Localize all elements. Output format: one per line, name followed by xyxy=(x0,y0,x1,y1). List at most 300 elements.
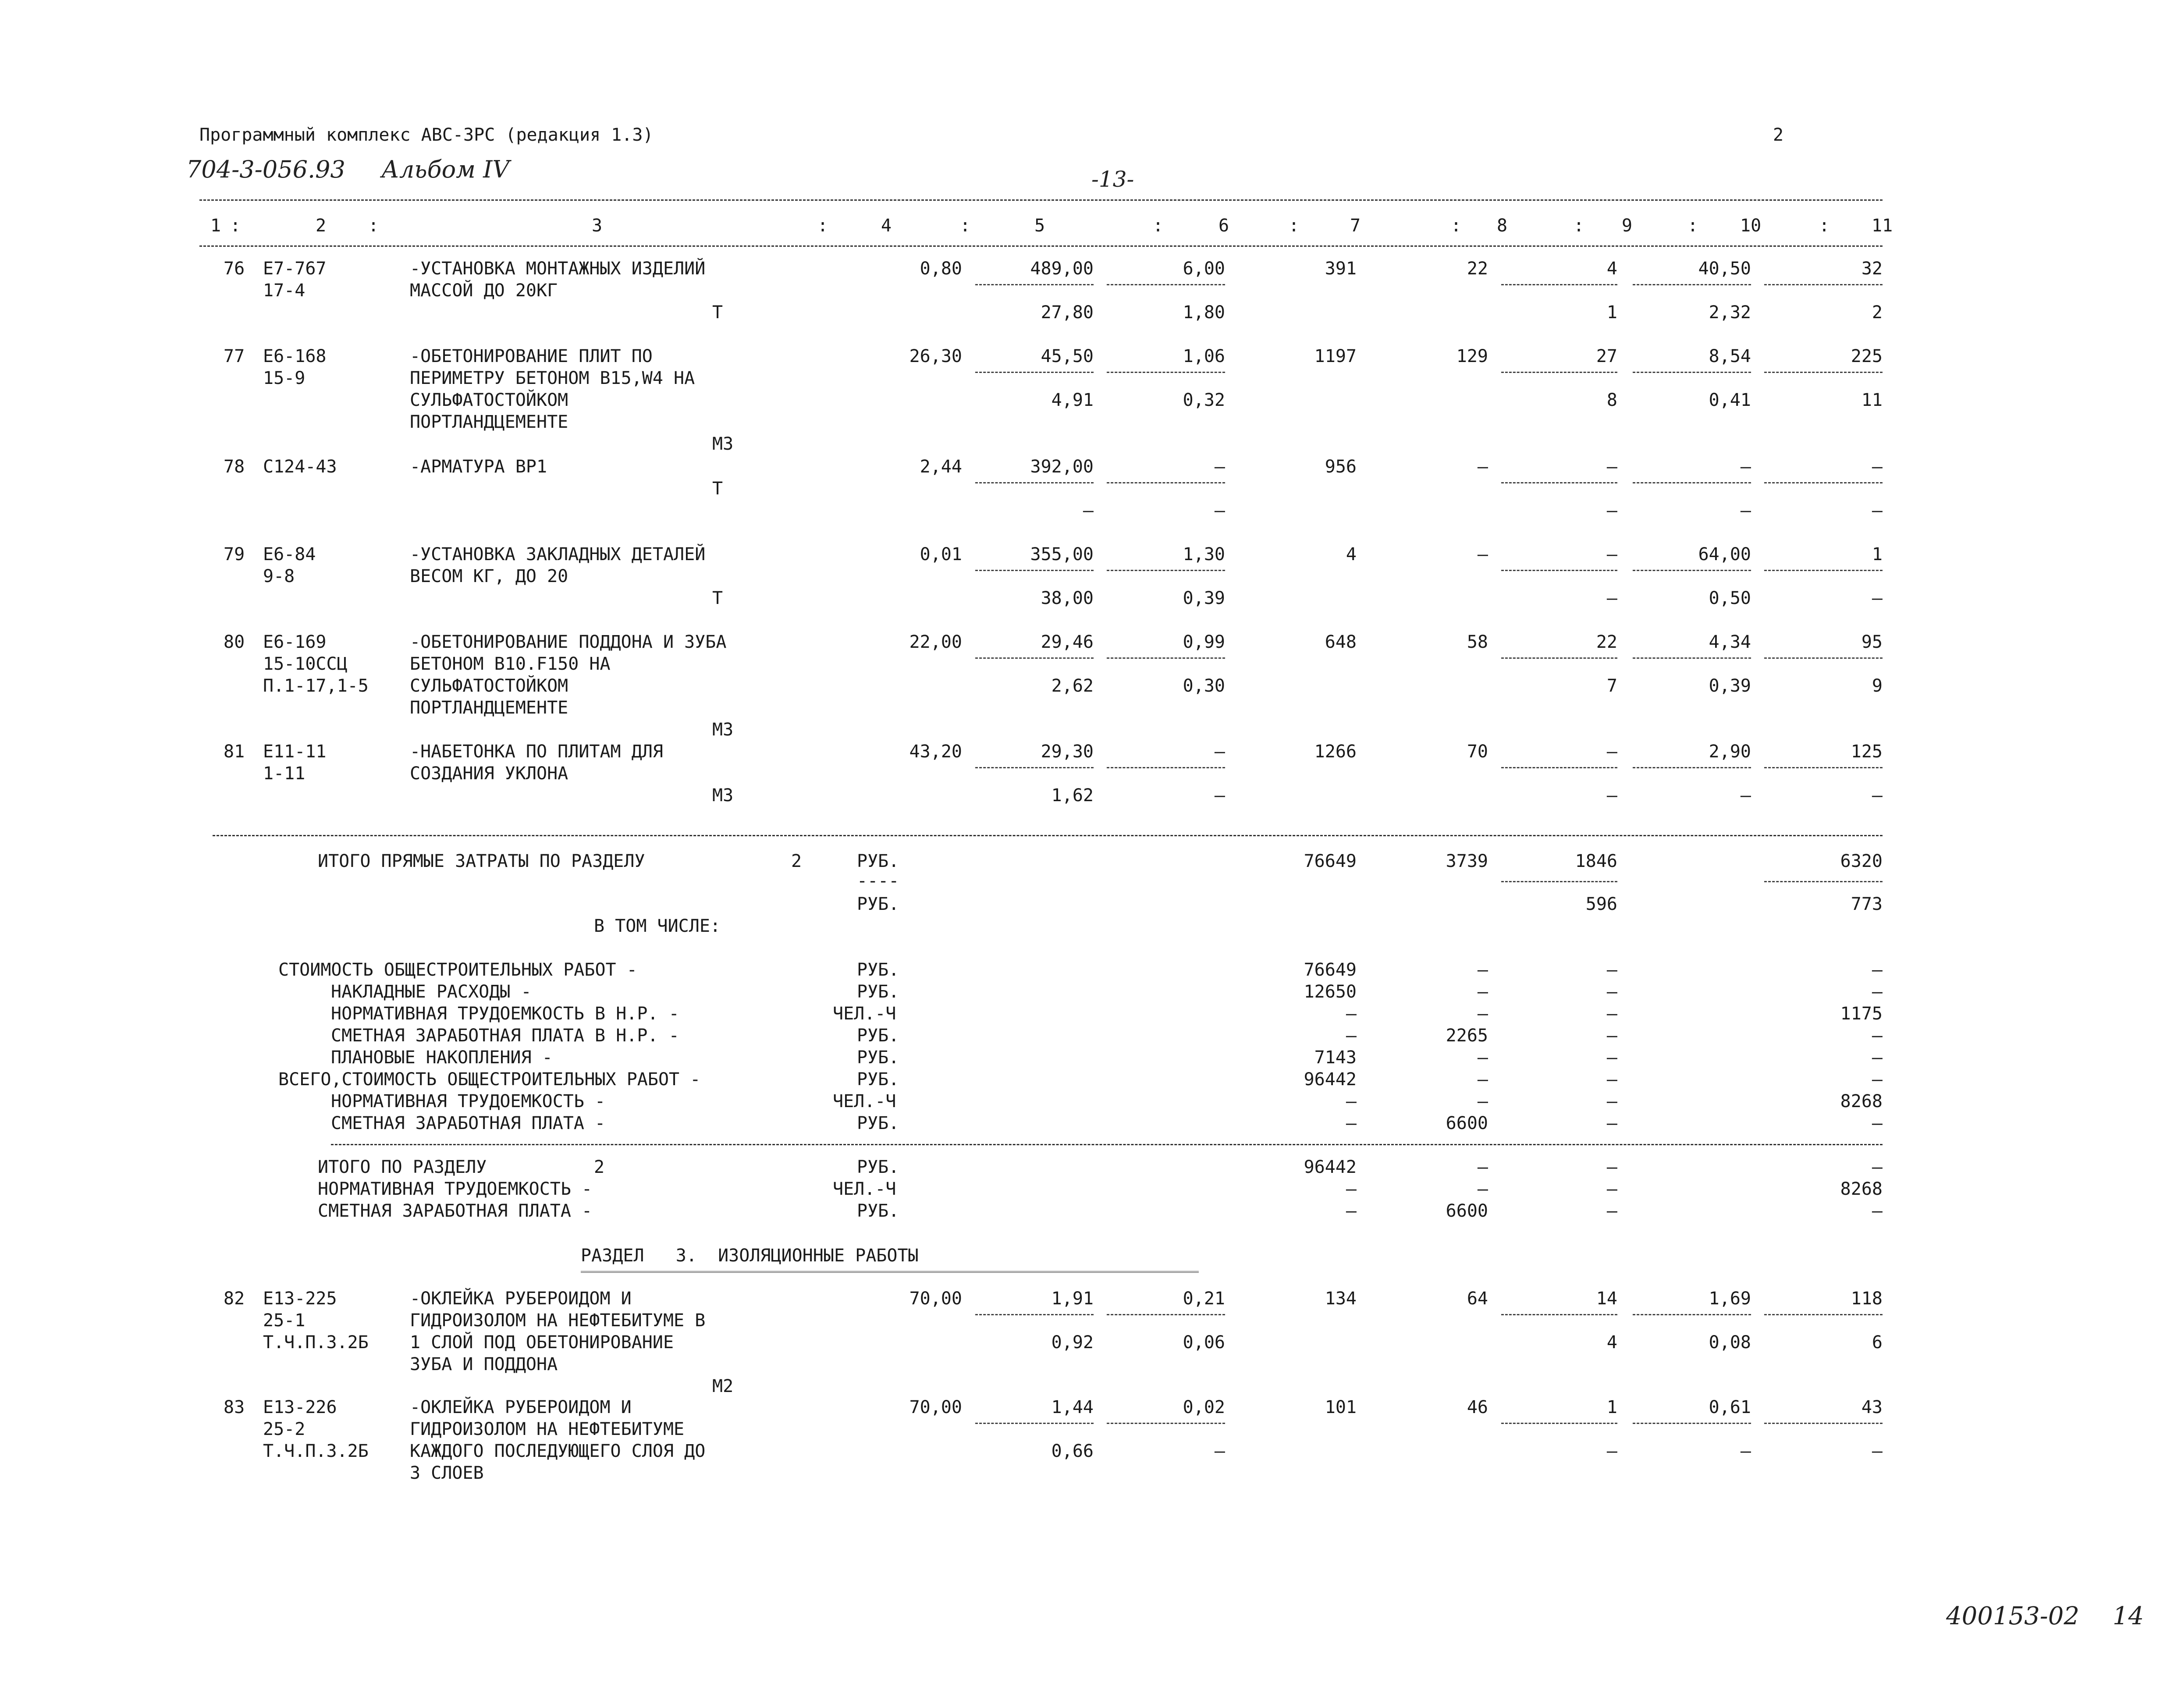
cell-c11b: 6 xyxy=(1872,1332,1883,1353)
summary-line-c9: – xyxy=(1606,1069,1617,1090)
sub-rule-c10 xyxy=(1633,657,1751,659)
cell-c8: – xyxy=(1477,457,1488,477)
cell-c6a: 0,02 xyxy=(1183,1397,1225,1417)
row-description: КАЖДОГО ПОСЛЕДУЮЩЕГО СЛОЯ ДО xyxy=(410,1441,706,1461)
row-description: СУЛЬФАТОСТОЙКОМ xyxy=(410,390,568,410)
column-header: 4 xyxy=(881,216,892,236)
cell-c10a: 2,90 xyxy=(1709,742,1751,762)
row-description: ГИДРОИЗОЛОМ НА НЕФТЕБИТУМЕ xyxy=(410,1419,685,1439)
cell-c10b: – xyxy=(1740,501,1751,521)
summary-line-c8: – xyxy=(1477,982,1488,1002)
row-unit: Т xyxy=(712,302,723,323)
row-description: -ОКЛЕЙКА РУБЕРОИДОМ И xyxy=(410,1289,632,1309)
summary-line-c8: – xyxy=(1477,1091,1488,1111)
row-code: Е6-169 xyxy=(263,632,327,652)
sub-rule-c6 xyxy=(1107,570,1225,571)
column-header: : xyxy=(230,216,241,236)
summary-line-unit: РУБ. xyxy=(857,1048,899,1068)
direct-c9: 1846 xyxy=(1575,851,1617,871)
cell-c8: – xyxy=(1477,544,1488,565)
row-code: 9-8 xyxy=(263,566,295,586)
cell-c11b: – xyxy=(1872,501,1883,521)
row-code: Е13-226 xyxy=(263,1397,337,1417)
summary-line-label: ПЛАНОВЫЕ НАКОПЛЕНИЯ - xyxy=(331,1048,553,1068)
cell-c7: 1266 xyxy=(1314,742,1357,762)
cell-c6a: 1,30 xyxy=(1183,544,1225,565)
cell-c10a: 4,34 xyxy=(1709,632,1751,652)
sub-rule-c10 xyxy=(1633,767,1751,768)
section-total-c7: 96442 xyxy=(1304,1157,1357,1177)
row-description: -ОБЕТОНИРОВАНИЕ ПЛИТ ПО xyxy=(410,346,653,366)
sub-rule-c5 xyxy=(975,1314,1094,1315)
summary-line-unit: РУБ. xyxy=(857,960,899,980)
cell-quantity: 0,01 xyxy=(920,544,962,565)
row-description: 1 СЛОЙ ПОД ОБЕТОНИРОВАНИЕ xyxy=(410,1332,674,1353)
cell-c6a: 6,00 xyxy=(1183,259,1225,279)
row-code: Е6-168 xyxy=(263,346,327,366)
row-description: 3 СЛОЕВ xyxy=(410,1463,484,1483)
cell-c5a: 29,30 xyxy=(1041,742,1094,762)
cell-quantity: 2,44 xyxy=(920,457,962,477)
sub-rule-c11 xyxy=(1764,482,1883,483)
sub-rule-c9 xyxy=(1501,482,1617,483)
cell-c11a: 225 xyxy=(1851,346,1883,366)
sheet-number: 14 xyxy=(2113,1602,2144,1630)
row-description: -ОБЕТОНИРОВАНИЕ ПОДДОНА И ЗУБА xyxy=(410,632,727,652)
cell-c9b: – xyxy=(1606,588,1617,608)
column-header: : xyxy=(1289,216,1300,236)
section-total-unit: РУБ. xyxy=(857,1201,899,1221)
column-header: 1 xyxy=(210,216,221,236)
header-bottom-rule xyxy=(199,245,1883,247)
section-total-c8: – xyxy=(1477,1179,1488,1199)
row-code: Т.Ч.П.3.2Б xyxy=(263,1441,369,1461)
summary-line-c11: – xyxy=(1872,1113,1883,1133)
direct-costs-unit: РУБ. xyxy=(857,851,899,871)
row-number: 76 xyxy=(224,259,245,279)
cell-c5a: 1,91 xyxy=(1051,1289,1094,1309)
cell-c7: 648 xyxy=(1325,632,1357,652)
row-unit: М3 xyxy=(712,720,734,740)
row-description: -УСТАНОВКА МОНТАЖНЫХ ИЗДЕЛИЙ xyxy=(410,259,706,279)
cell-c9b: 4 xyxy=(1606,1332,1617,1353)
summary-line-unit: РУБ. xyxy=(857,982,899,1002)
sub-rule-c5 xyxy=(975,372,1094,373)
cell-c10b: 0,08 xyxy=(1709,1332,1751,1353)
sub-rule-c6 xyxy=(1107,284,1225,285)
summary-line-c8: 2265 xyxy=(1446,1026,1488,1046)
summary-line-c11: 8268 xyxy=(1840,1091,1883,1111)
direct-c11b: 773 xyxy=(1851,894,1883,914)
section-total-c9: – xyxy=(1606,1179,1617,1199)
cell-c10a: 0,61 xyxy=(1709,1397,1751,1417)
row-description: ПОРТЛАНДЦЕМЕНТЕ xyxy=(410,412,568,432)
row-code: 25-1 xyxy=(263,1310,305,1331)
cell-c6a: 0,99 xyxy=(1183,632,1225,652)
section-total-c9: – xyxy=(1606,1157,1617,1177)
cell-c5a: 489,00 xyxy=(1030,259,1094,279)
summary-line-c7: – xyxy=(1346,1113,1357,1133)
row-description: ПОРТЛАНДЦЕМЕНТЕ xyxy=(410,698,568,718)
archive-stamp: 400153-02 xyxy=(1946,1602,2079,1630)
cell-c11b: 11 xyxy=(1861,390,1883,410)
cell-c10b: 0,39 xyxy=(1709,676,1751,696)
cell-c10b: 0,50 xyxy=(1709,588,1751,608)
cell-c7: 4 xyxy=(1346,544,1357,565)
cell-c6a: – xyxy=(1214,457,1225,477)
cell-c11a: 1 xyxy=(1872,544,1883,565)
row-description: МАССОЙ ДО 20КГ xyxy=(410,281,558,301)
cell-c11b: – xyxy=(1872,1441,1883,1461)
sub-rule-c9 xyxy=(1501,657,1617,659)
cell-c6b: 0,39 xyxy=(1183,588,1225,608)
section-total-unit: ЧЕЛ.-Ч xyxy=(833,1179,896,1199)
row-description: -НАБЕТОНКА ПО ПЛИТАМ ДЛЯ xyxy=(410,742,663,762)
sub-rule-c10 xyxy=(1633,372,1751,373)
cell-c10a: 64,00 xyxy=(1698,544,1751,565)
row-code: 25-2 xyxy=(263,1419,305,1439)
section-total-label: ИТОГО ПО РАЗДЕЛУ xyxy=(318,1157,487,1177)
sub-rule-c11 xyxy=(1764,570,1883,571)
summary-line-c7: 76649 xyxy=(1304,960,1357,980)
cell-c7: 956 xyxy=(1325,457,1357,477)
album-label: Альбом IV xyxy=(381,156,510,183)
cell-quantity: 70,00 xyxy=(909,1397,962,1417)
section-total-c9: – xyxy=(1606,1201,1617,1221)
cell-c7: 391 xyxy=(1325,259,1357,279)
summary-line-c7: – xyxy=(1346,1091,1357,1111)
column-header: 7 xyxy=(1350,216,1361,236)
section-total-c7: – xyxy=(1346,1179,1357,1199)
row-code: Е11-11 xyxy=(263,742,327,762)
cell-c7: 1197 xyxy=(1314,346,1357,366)
sub-rule-c6 xyxy=(1107,372,1225,373)
cell-c9a: 22 xyxy=(1596,632,1617,652)
summary-line-c11: – xyxy=(1872,1048,1883,1068)
cell-c5a: 392,00 xyxy=(1030,457,1094,477)
sub-rule-c9 xyxy=(1501,284,1617,285)
row-description: БЕТОНОМ В10.F150 НА xyxy=(410,654,611,674)
direct-c9b: 596 xyxy=(1585,894,1617,914)
row-description: ЗУБА И ПОДДОНА xyxy=(410,1354,558,1374)
direct-rule-c11 xyxy=(1764,881,1883,882)
row-unit: М2 xyxy=(712,1376,734,1396)
cell-c7: 134 xyxy=(1325,1289,1357,1309)
summary-line-c11: 1175 xyxy=(1840,1004,1883,1024)
cell-c8: 70 xyxy=(1467,742,1488,762)
summary-line-label: НОРМАТИВНАЯ ТРУДОЕМКОСТЬ В Н.Р. - xyxy=(331,1004,679,1024)
cell-c9a: – xyxy=(1606,457,1617,477)
direct-dashes: ---- xyxy=(857,871,899,891)
sub-rule-c9 xyxy=(1501,1423,1617,1424)
row-unit: Т xyxy=(712,479,723,499)
summary-line-c8: 6600 xyxy=(1446,1113,1488,1133)
row-code: 17-4 xyxy=(263,281,305,301)
cell-c9a: 14 xyxy=(1596,1289,1617,1309)
summary-line-unit: РУБ. xyxy=(857,1026,899,1046)
cell-c6b: 0,06 xyxy=(1183,1332,1225,1353)
cell-c6a: 0,21 xyxy=(1183,1289,1225,1309)
row-unit: М3 xyxy=(712,434,734,454)
column-header: : xyxy=(1687,216,1698,236)
cell-c5b: 38,00 xyxy=(1041,588,1094,608)
summary-line-c9: – xyxy=(1606,1048,1617,1068)
sub-rule-c10 xyxy=(1633,1423,1751,1424)
summary-line-c11: – xyxy=(1872,982,1883,1002)
row-code: Е7-767 xyxy=(263,259,327,279)
column-header: 3 xyxy=(592,216,603,236)
summary-line-c9: – xyxy=(1606,1113,1617,1133)
sub-rule-c11 xyxy=(1764,284,1883,285)
cell-c11b: 9 xyxy=(1872,676,1883,696)
cell-c6b: – xyxy=(1214,501,1225,521)
cell-c5b: 0,66 xyxy=(1051,1441,1094,1461)
section-title-underline xyxy=(581,1271,1199,1273)
cell-c11b: – xyxy=(1872,785,1883,806)
section-total-unit: РУБ. xyxy=(857,1157,899,1177)
row-number: 80 xyxy=(224,632,245,652)
cell-c6b: 0,32 xyxy=(1183,390,1225,410)
summary-line-c8: – xyxy=(1477,1069,1488,1090)
cell-c11a: 32 xyxy=(1861,259,1883,279)
row-code: Т.Ч.П.3.2Б xyxy=(263,1332,369,1353)
row-number: 79 xyxy=(224,544,245,565)
cell-c5b: 0,92 xyxy=(1051,1332,1094,1353)
sub-rule-c6 xyxy=(1107,482,1225,483)
direct-c11: 6320 xyxy=(1840,851,1883,871)
column-header: 11 xyxy=(1872,216,1893,236)
direct-costs-section: 2 xyxy=(791,851,802,871)
column-header: : xyxy=(817,216,828,236)
cell-c5b: 4,91 xyxy=(1051,390,1094,410)
column-header: : xyxy=(1819,216,1830,236)
row-code: С124-43 xyxy=(263,457,337,477)
sub-rule-c9 xyxy=(1501,767,1617,768)
summary-line-c7: 12650 xyxy=(1304,982,1357,1002)
cell-c10b: – xyxy=(1740,1441,1751,1461)
section-total-label: СМЕТНАЯ ЗАРАБОТНАЯ ПЛАТА - xyxy=(318,1201,593,1221)
summary-line-unit: ЧЕЛ.-Ч xyxy=(833,1091,896,1111)
summary-line-c7: – xyxy=(1346,1004,1357,1024)
row-unit: М3 xyxy=(712,785,734,806)
summary-top-rule xyxy=(213,835,1883,836)
cell-c9b: – xyxy=(1606,501,1617,521)
cell-c10a: 40,50 xyxy=(1698,259,1751,279)
row-description: ВЕСОМ КГ, ДО 20 xyxy=(410,566,568,586)
row-number: 81 xyxy=(224,742,245,762)
cell-c11a: 43 xyxy=(1861,1397,1883,1417)
cell-c8: 129 xyxy=(1456,346,1488,366)
cell-c6b: 0,30 xyxy=(1183,676,1225,696)
cell-c6b: – xyxy=(1214,1441,1225,1461)
cell-c11a: 118 xyxy=(1851,1289,1883,1309)
row-code: 15-9 xyxy=(263,368,305,388)
column-header: 5 xyxy=(1034,216,1045,236)
row-description: ПЕРИМЕТРУ БЕТОНОМ В15,W4 НА xyxy=(410,368,695,388)
summary-line-c9: – xyxy=(1606,1026,1617,1046)
section-total-c11: 8268 xyxy=(1840,1179,1883,1199)
summary-line-c9: – xyxy=(1606,1004,1617,1024)
direct-rule-c9 xyxy=(1501,881,1617,882)
direct-costs-label: ИТОГО ПРЯМЫЕ ЗАТРАТЫ ПО РАЗДЕЛУ xyxy=(318,851,645,871)
column-header: 6 xyxy=(1218,216,1229,236)
cell-c5a: 29,46 xyxy=(1041,632,1094,652)
direct-c7: 76649 xyxy=(1304,851,1357,871)
summary-line-label: СМЕТНАЯ ЗАРАБОТНАЯ ПЛАТА - xyxy=(331,1113,606,1133)
sub-rule-c11 xyxy=(1764,1314,1883,1315)
program-title: Программный комплекс АВС-ЗРС (редакция 1.3) xyxy=(199,125,654,145)
section-title: РАЗДЕЛ 3. ИЗОЛЯЦИОННЫЕ РАБОТЫ xyxy=(581,1246,919,1266)
sub-rule-c10 xyxy=(1633,482,1751,483)
cell-c11a: – xyxy=(1872,457,1883,477)
sub-rule-c6 xyxy=(1107,1423,1225,1424)
cell-c5a: 1,44 xyxy=(1051,1397,1094,1417)
cell-c11b: 2 xyxy=(1872,302,1883,323)
cell-c8: 46 xyxy=(1467,1397,1488,1417)
section-total-num: 2 xyxy=(594,1157,605,1177)
cell-c10b: 0,41 xyxy=(1709,390,1751,410)
summary-line-unit: РУБ. xyxy=(857,1069,899,1090)
cell-c9a: – xyxy=(1606,742,1617,762)
section-total-label: НОРМАТИВНАЯ ТРУДОЕМКОСТЬ - xyxy=(318,1179,593,1199)
cell-c5a: 355,00 xyxy=(1030,544,1094,565)
row-unit: Т xyxy=(712,588,723,608)
page-corner-number: 2 xyxy=(1773,125,1784,145)
row-number: 82 xyxy=(224,1289,245,1309)
cell-c7: 101 xyxy=(1325,1397,1357,1417)
cell-c5b: – xyxy=(1083,501,1094,521)
cell-c6b: – xyxy=(1214,785,1225,806)
sub-rule-c5 xyxy=(975,284,1094,285)
row-description: -УСТАНОВКА ЗАКЛАДНЫХ ДЕТАЛЕЙ xyxy=(410,544,706,565)
cell-c8: 64 xyxy=(1467,1289,1488,1309)
cell-c9a: 27 xyxy=(1596,346,1617,366)
row-number: 77 xyxy=(224,346,245,366)
sub-rule-c5 xyxy=(975,657,1094,659)
summary-line-c11: – xyxy=(1872,960,1883,980)
cell-c9b: 1 xyxy=(1606,302,1617,323)
cell-quantity: 70,00 xyxy=(909,1289,962,1309)
cell-c11a: 125 xyxy=(1851,742,1883,762)
summary-line-label: НОРМАТИВНАЯ ТРУДОЕМКОСТЬ - xyxy=(331,1091,606,1111)
cell-c10b: 2,32 xyxy=(1709,302,1751,323)
cell-c9a: – xyxy=(1606,544,1617,565)
cell-c9b: – xyxy=(1606,1441,1617,1461)
summary-line-c8: – xyxy=(1477,1004,1488,1024)
section-total-c11: – xyxy=(1872,1201,1883,1221)
sub-rule-c9 xyxy=(1501,1314,1617,1315)
summary-line-c9: – xyxy=(1606,960,1617,980)
sub-rule-c5 xyxy=(975,570,1094,571)
sub-rule-c11 xyxy=(1764,372,1883,373)
column-header: : xyxy=(1574,216,1584,236)
section-total-c8: 6600 xyxy=(1446,1201,1488,1221)
column-header: 2 xyxy=(316,216,327,236)
sub-rule-c6 xyxy=(1107,767,1225,768)
cell-c9a: 1 xyxy=(1606,1397,1617,1417)
cell-c11a: 95 xyxy=(1861,632,1883,652)
row-code: Е6-84 xyxy=(263,544,316,565)
summary-line-unit: РУБ. xyxy=(857,1113,899,1133)
summary-line-unit: ЧЕЛ.-Ч xyxy=(833,1004,896,1024)
row-number: 83 xyxy=(224,1397,245,1417)
row-description: -ОКЛЕЙКА РУБЕРОИДОМ И xyxy=(410,1397,632,1417)
cell-c5a: 45,50 xyxy=(1041,346,1094,366)
sub-rule-c11 xyxy=(1764,657,1883,659)
row-code: 15-10ССЦ xyxy=(263,654,348,674)
sub-rule-c5 xyxy=(975,482,1094,483)
row-code: Е13-225 xyxy=(263,1289,337,1309)
cell-c10a: 1,69 xyxy=(1709,1289,1751,1309)
summary-line-label: НАКЛАДНЫЕ РАСХОДЫ - xyxy=(331,982,532,1002)
sub-rule-c10 xyxy=(1633,570,1751,571)
summary-line-c8: – xyxy=(1477,1048,1488,1068)
cell-c5b: 2,62 xyxy=(1051,676,1094,696)
cell-quantity: 22,00 xyxy=(909,632,962,652)
row-code: 1-11 xyxy=(263,763,305,784)
cell-c11b: – xyxy=(1872,588,1883,608)
column-header: : xyxy=(1153,216,1164,236)
including-label: В ТОМ ЧИСЛЕ: xyxy=(594,916,721,936)
sub-rule-c6 xyxy=(1107,657,1225,659)
sub-rule-c10 xyxy=(1633,284,1751,285)
cell-c6b: 1,80 xyxy=(1183,302,1225,323)
cell-c8: 22 xyxy=(1467,259,1488,279)
section-total-c7: – xyxy=(1346,1201,1357,1221)
section-total-c8: – xyxy=(1477,1157,1488,1177)
summary-line-c8: – xyxy=(1477,960,1488,980)
sub-rule-c11 xyxy=(1764,767,1883,768)
section-total-c11: – xyxy=(1872,1157,1883,1177)
direct-c8: 3739 xyxy=(1446,851,1488,871)
cell-c9b: – xyxy=(1606,785,1617,806)
direct-unit-2: РУБ. xyxy=(857,894,899,914)
summary-line-label: СМЕТНАЯ ЗАРАБОТНАЯ ПЛАТА В Н.Р. - xyxy=(331,1026,679,1046)
header-top-rule xyxy=(199,199,1883,201)
cell-quantity: 0,80 xyxy=(920,259,962,279)
summary-line-c7: 7143 xyxy=(1314,1048,1357,1068)
summary-line-c9: – xyxy=(1606,982,1617,1002)
column-header: : xyxy=(960,216,971,236)
cell-c10a: 8,54 xyxy=(1709,346,1751,366)
row-description: ГИДРОИЗОЛОМ НА НЕФТЕБИТУМЕ В xyxy=(410,1310,706,1331)
summary-line-label: СТОИМОСТЬ ОБЩЕСТРОИТЕЛЬНЫХ РАБОТ - xyxy=(278,960,637,980)
sub-rule-c5 xyxy=(975,767,1094,768)
summary-mid-rule xyxy=(331,1144,1883,1145)
cell-c6a: – xyxy=(1214,742,1225,762)
summary-line-label: ВСЕГО,СТОИМОСТЬ ОБЩЕСТРОИТЕЛЬНЫХ РАБОТ - xyxy=(278,1069,701,1090)
summary-line-c11: – xyxy=(1872,1026,1883,1046)
column-header: 10 xyxy=(1740,216,1762,236)
column-header: : xyxy=(1451,216,1462,236)
cell-c8: 58 xyxy=(1467,632,1488,652)
row-number: 78 xyxy=(224,457,245,477)
summary-line-c9: – xyxy=(1606,1091,1617,1111)
column-header: 9 xyxy=(1622,216,1633,236)
cell-c9b: 7 xyxy=(1606,676,1617,696)
cell-c5b: 27,80 xyxy=(1041,302,1094,323)
sub-rule-c9 xyxy=(1501,570,1617,571)
sub-rule-c6 xyxy=(1107,1314,1225,1315)
cell-c9b: 8 xyxy=(1606,390,1617,410)
column-header: : xyxy=(368,216,379,236)
page-number: -13- xyxy=(1091,167,1134,192)
cell-quantity: 26,30 xyxy=(909,346,962,366)
row-description: СОЗДАНИЯ УКЛОНА xyxy=(410,763,568,784)
doc-code: 704-3-056.93 xyxy=(186,156,345,183)
cell-c5b: 1,62 xyxy=(1051,785,1094,806)
row-description: СУЛЬФАТОСТОЙКОМ xyxy=(410,676,568,696)
